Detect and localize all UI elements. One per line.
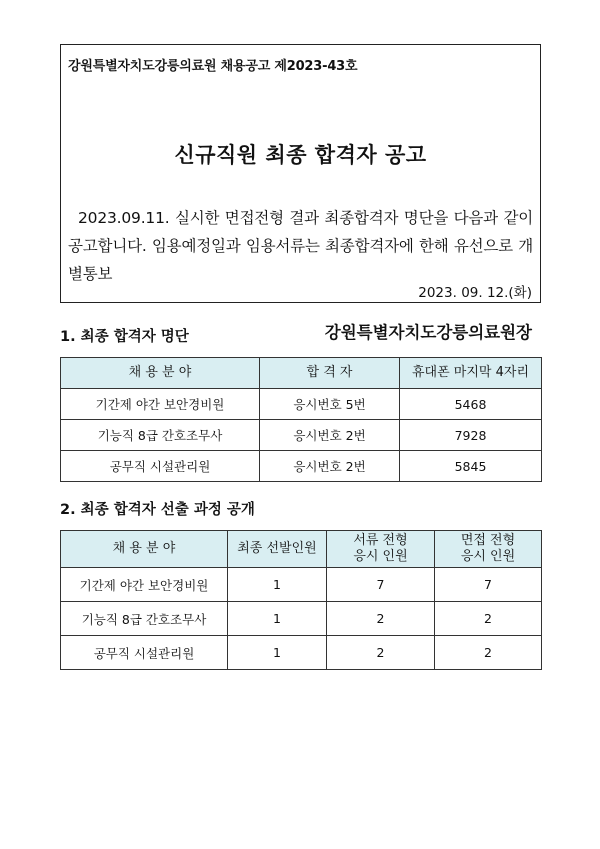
- table-cell: 응시번호 2번: [260, 451, 400, 482]
- table-cell: 7: [435, 568, 542, 602]
- table-cell: 1: [228, 636, 327, 670]
- table-cell: 1: [228, 602, 327, 636]
- table-header-row: [61, 531, 542, 568]
- column-header: 면접 전형 응시 인원: [435, 531, 542, 568]
- column-header: 합 격 자: [260, 358, 400, 389]
- notice-date: 2023. 09. 12.(화): [418, 285, 532, 301]
- notice-body: 2023.09.11. 실시한 면접전형 결과 최종합격자 명단을 다음과 같이 공고합니다. 임용예정일과 임용서류는 최종합격자에 한해 유선으로 개별통보: [68, 209, 533, 283]
- column-header: 채 용 분 야: [61, 358, 260, 389]
- column-header: 휴대폰 마지막 4자리: [400, 358, 542, 389]
- table-cell: 기능직 8급 간호조무사: [61, 420, 260, 451]
- table-cell: 응시번호 5번: [260, 389, 400, 420]
- table-cell: 5845: [400, 451, 542, 482]
- table-cell: 5468: [400, 389, 542, 420]
- notice-number: 강원특별자치도강릉의료원 채용공고 제2023-43호: [68, 59, 358, 74]
- table-row: [61, 451, 542, 482]
- table-cell: 공무직 시설관리원: [61, 451, 260, 482]
- table-cell: 공무직 시설관리원: [61, 636, 228, 670]
- table-cell: 기능직 8급 간호조무사: [61, 602, 228, 636]
- table-cell: 응시번호 2번: [260, 420, 400, 451]
- table-cell: 기간제 야간 보안경비원: [61, 568, 228, 602]
- table-cell: 2: [435, 602, 542, 636]
- table-cell: 기간제 야간 보안경비원: [61, 389, 260, 420]
- table-cell: 2: [327, 636, 435, 670]
- table-cell: 2: [435, 636, 542, 670]
- table-row: [61, 602, 542, 636]
- table-row: [61, 636, 542, 670]
- column-header: 서류 전형 응시 인원: [327, 531, 435, 568]
- table-header-row: [61, 358, 542, 389]
- section2-title: 2. 최종 합격자 선출 과정 공개: [60, 502, 255, 518]
- column-header: 최종 선발인원: [228, 531, 327, 568]
- notice-issuer: 강원특별자치도강릉의료원장: [324, 323, 532, 342]
- table-cell: 7: [327, 568, 435, 602]
- table-cell: 7928: [400, 420, 542, 451]
- selection-process-table: [60, 530, 542, 670]
- finalists-table: [60, 357, 542, 482]
- table-row: [61, 389, 542, 420]
- table-cell: 1: [228, 568, 327, 602]
- table-cell: 2: [327, 602, 435, 636]
- section1-title: 1. 최종 합격자 명단: [60, 329, 189, 345]
- column-header: 채 용 분 야: [61, 531, 228, 568]
- notice-title: 신규직원 최종 합격자 공고: [174, 143, 427, 167]
- table-row: [61, 568, 542, 602]
- table-row: [61, 420, 542, 451]
